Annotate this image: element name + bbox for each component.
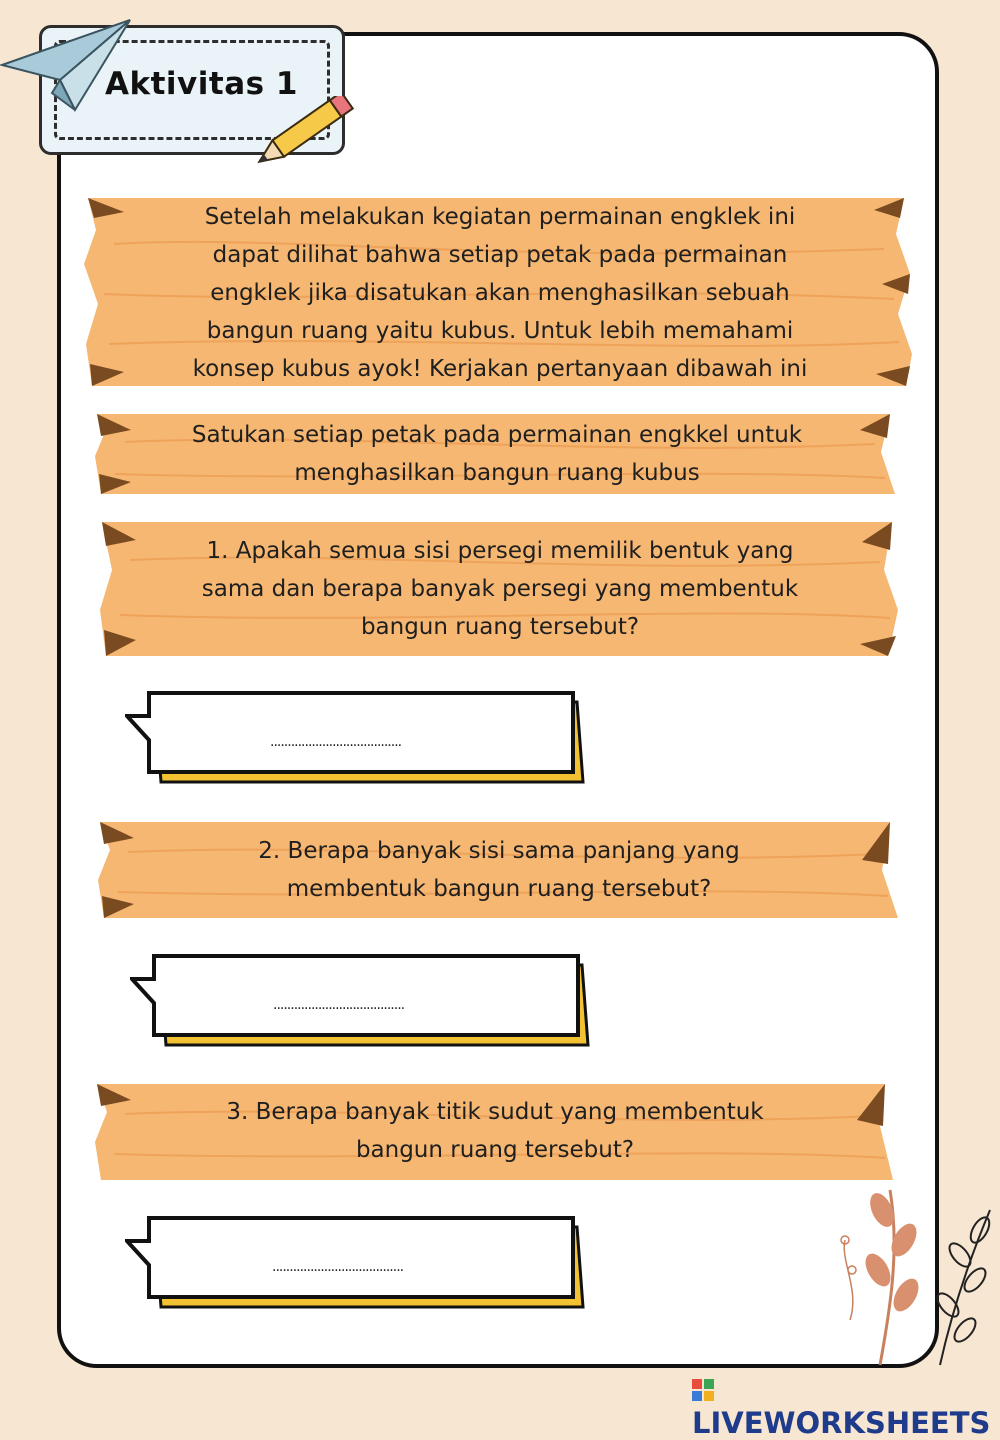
footer-brand[interactable]	[692, 1372, 1000, 1440]
question-1-line-1: 1. Apakah semua sisi persegi memilik bentuk yang	[206, 538, 794, 564]
answer-2-box[interactable]	[130, 953, 592, 1049]
intro-line-1: Setelah melakukan kegiatan permainan engklek ini	[204, 204, 796, 230]
liveworksheets-logo-icon	[692, 1379, 714, 1401]
intro-line-5: konsep kubus ayok! Kerjakan pertanyaan dibawah ini	[192, 356, 808, 382]
question-3-plank	[95, 1082, 895, 1182]
question-2-line-2: membentuk bangun ruang tersebut?	[286, 876, 712, 902]
intro-line-4: bangun ruang yaitu kubus. Untuk lebih memahami	[206, 318, 794, 344]
question-2-plank	[98, 820, 900, 920]
instruction-plank	[95, 412, 899, 496]
footer-brand-text: LIVEWORKSHEETS	[692, 1406, 991, 1440]
answer-1-box[interactable]	[125, 690, 587, 786]
intro-line-3: engklek jika disatukan akan menghasilkan sebuah	[210, 280, 790, 306]
plant-decoration-icon	[820, 1170, 1000, 1370]
answer-1-input[interactable]: ......................................	[270, 734, 402, 750]
answer-3-box[interactable]	[125, 1215, 587, 1311]
question-1-line-3: bangun ruang tersebut?	[360, 614, 640, 640]
question-3-line-2: bangun ruang tersebut?	[355, 1137, 635, 1163]
answer-3-input[interactable]: ......................................	[272, 1259, 404, 1275]
answer-2-input[interactable]: ......................................	[273, 997, 405, 1013]
intro-line-2: dapat dilihat bahwa setiap petak pada permainan	[212, 242, 788, 268]
intro-plank	[84, 194, 916, 388]
question-1-line-2: sama dan berapa banyak persegi yang membentuk	[201, 576, 799, 602]
page-title: Aktivitas 1	[105, 66, 298, 102]
pencil-icon	[248, 96, 363, 166]
question-1-plank	[100, 520, 900, 658]
question-3-line-1: 3. Berapa banyak titik sudut yang membentuk	[226, 1099, 764, 1125]
instruction-line-1: Satukan setiap petak pada permainan engkkel untuk	[191, 422, 803, 448]
question-2-line-1: 2. Berapa banyak sisi sama panjang yang	[258, 838, 740, 864]
instruction-line-2: menghasilkan bangun ruang kubus	[294, 460, 700, 486]
